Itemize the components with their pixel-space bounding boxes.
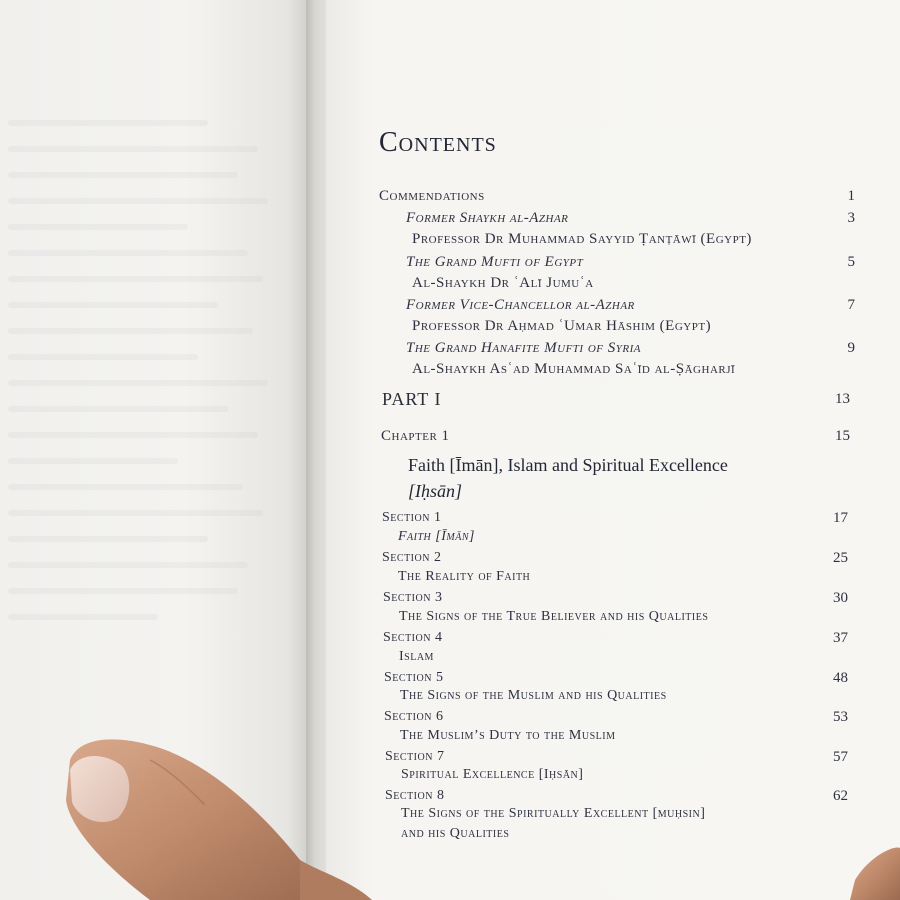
section-page: 30 [833,590,848,606]
section-label: Section 2 [382,550,442,565]
section-label: Section 8 [385,788,445,803]
section-label: Section 6 [384,709,444,724]
section-label: Section 1 [382,510,442,525]
commendation-page: 5 [847,254,855,270]
section-label: Section 5 [384,670,444,685]
section-page: 62 [833,788,848,804]
commendation-page: 3 [847,210,855,226]
commendation-page: 9 [847,340,855,356]
commendation-heading: Former Shaykh al-Azhar [406,210,569,226]
left-page [0,0,312,900]
commendation-name: Al-Shaykh Dr ʿAlī Jumuʿa [412,275,594,291]
commendation-heading: The Grand Hanafite Mufti of Syria [406,340,641,356]
page-title: Contents [379,127,497,158]
commendation-name: Professor Dr Aḥmad ʿUmar Hāshim (Egypt) [412,318,712,334]
chapter-title-line: [Iḥsān] [408,481,463,501]
section-title: Faith [Īmān] [398,529,475,544]
commendation-name: Al-Shaykh Asʿad Muhammad Saʿīd al-Ṣāgharjī [412,361,736,377]
part-label: PART I [382,389,442,409]
section-page: 57 [833,749,848,765]
commendation-name: Professor Dr Muhammad Sayyid Ṭanṭāwī (Egypt) [412,231,752,247]
section-title: Spiritual Excellence [Iḥsān] [401,767,584,782]
section-title: The Reality of Faith [398,569,531,584]
section-title-continued: and his Qualities [401,826,510,841]
section-label: Section 3 [383,590,443,605]
section-page: 25 [833,550,848,566]
section-title: The Signs of the True Believer and his Qualities [399,609,709,624]
show-through-text [8,120,278,640]
part-page: 13 [835,391,850,407]
commendation-heading: Former Vice-Chancellor al-Azhar [406,297,635,313]
commendation-heading: The Grand Mufti of Egypt [406,254,584,270]
section-title: Islam [399,649,434,664]
chapter-title-line: Faith [Īmān], Islam and Spiritual Excellence [408,455,728,475]
commendations-page: 1 [847,188,855,204]
section-page: 17 [833,510,848,526]
section-page: 37 [833,630,848,646]
chapter-label: Chapter 1 [381,428,450,444]
chapter-title [408,452,808,504]
commendations-label: Commendations [379,188,485,204]
commendation-page: 7 [847,297,855,313]
section-label: Section 4 [383,630,443,645]
section-title: The Muslim’s Duty to the Muslim [400,728,616,743]
section-page: 53 [833,709,848,725]
section-title: The Signs of the Muslim and his Qualities [400,688,667,703]
section-page: 48 [833,670,848,686]
section-title: The Signs of the Spiritually Excellent [muḥsin] [401,806,706,821]
chapter-page: 15 [835,428,850,444]
section-label: Section 7 [385,749,445,764]
